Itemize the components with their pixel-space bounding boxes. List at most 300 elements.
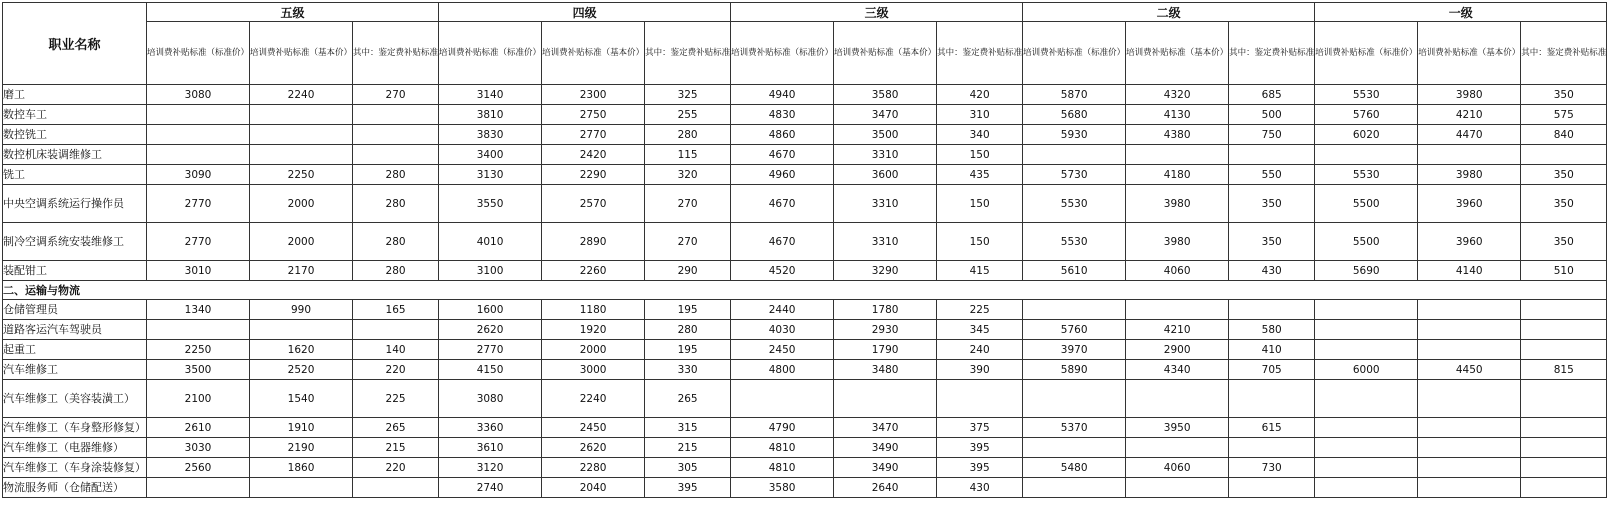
value-cell [353,145,439,165]
value-cell [1418,380,1521,418]
value-cell [1315,380,1418,418]
value-cell [1521,300,1607,320]
value-cell: 390 [937,360,1023,380]
value-cell [353,105,439,125]
value-cell: 3470 [834,105,937,125]
value-cell: 195 [645,340,731,360]
value-cell: 5530 [1023,185,1126,223]
value-cell: 2240 [250,85,353,105]
value-cell: 2770 [542,125,645,145]
value-cell: 3310 [834,145,937,165]
value-cell: 4670 [731,145,834,165]
value-cell [147,125,250,145]
value-cell: 3980 [1418,85,1521,105]
grade-header: 五级 [147,3,439,22]
value-cell: 3290 [834,261,937,281]
sub-header: 培训费补贴标准（基本价） [250,22,353,85]
subsidy-table [2,2,1607,498]
value-cell: 3000 [542,360,645,380]
value-cell: 415 [937,261,1023,281]
value-cell: 4960 [731,165,834,185]
value-cell [731,380,834,418]
occupation-name: 仓储管理员 [3,300,147,320]
value-cell: 5530 [1315,85,1418,105]
table-row [3,125,1607,145]
value-cell: 430 [937,478,1023,498]
value-cell: 990 [250,300,353,320]
value-cell: 2750 [542,105,645,125]
value-cell: 1860 [250,458,353,478]
value-cell: 2450 [731,340,834,360]
value-cell: 375 [937,418,1023,438]
value-cell: 2240 [542,380,645,418]
value-cell: 4450 [1418,360,1521,380]
value-cell: 3120 [439,458,542,478]
value-cell: 4670 [731,223,834,261]
value-cell: 220 [353,458,439,478]
sub-header: 其中：鉴定费补贴标准 [645,22,731,85]
value-cell [1126,300,1229,320]
grade-header: 一级 [1315,3,1607,22]
value-cell: 2560 [147,458,250,478]
value-cell: 350 [1521,223,1607,261]
value-cell [1229,478,1315,498]
value-cell: 500 [1229,105,1315,125]
value-cell: 280 [353,223,439,261]
value-cell [1521,418,1607,438]
value-cell: 3810 [439,105,542,125]
value-cell: 5610 [1023,261,1126,281]
value-cell: 240 [937,340,1023,360]
value-cell: 2620 [439,320,542,340]
value-cell: 5760 [1023,320,1126,340]
value-cell [250,105,353,125]
value-cell: 4380 [1126,125,1229,145]
value-cell [1315,320,1418,340]
value-cell: 2620 [542,438,645,458]
value-cell: 150 [937,185,1023,223]
value-cell: 5500 [1315,223,1418,261]
value-cell [1315,340,1418,360]
grade-header: 三级 [731,3,1023,22]
value-cell: 4010 [439,223,542,261]
value-cell: 4940 [731,85,834,105]
value-cell: 140 [353,340,439,360]
value-cell: 345 [937,320,1023,340]
value-cell: 3100 [439,261,542,281]
value-cell: 2420 [542,145,645,165]
occupation-name: 铣工 [3,165,147,185]
value-cell: 280 [353,165,439,185]
value-cell: 3580 [731,478,834,498]
value-cell: 3550 [439,185,542,223]
value-cell: 4790 [731,418,834,438]
value-cell: 580 [1229,320,1315,340]
sub-header: 培训费补贴标准（标准价） [147,22,250,85]
value-cell: 220 [353,360,439,380]
table-row [3,418,1607,438]
value-cell: 5730 [1023,165,1126,185]
value-cell: 280 [645,125,731,145]
value-cell: 4320 [1126,85,1229,105]
occupation-header: 职业名称 [3,3,147,85]
value-cell: 280 [353,261,439,281]
value-cell [1315,418,1418,438]
value-cell: 4210 [1126,320,1229,340]
value-cell: 3970 [1023,340,1126,360]
value-cell: 4030 [731,320,834,340]
value-cell: 2640 [834,478,937,498]
value-cell: 730 [1229,458,1315,478]
value-cell: 1790 [834,340,937,360]
sub-header: 培训费补贴标准（标准价） [1023,22,1126,85]
value-cell: 350 [1229,185,1315,223]
value-cell: 2890 [542,223,645,261]
value-cell: 2260 [542,261,645,281]
value-cell: 3090 [147,165,250,185]
value-cell [147,145,250,165]
table-row [3,165,1607,185]
value-cell [250,125,353,145]
table-row [3,185,1607,223]
value-cell: 435 [937,165,1023,185]
table-row [3,320,1607,340]
value-cell [1229,300,1315,320]
value-cell: 4060 [1126,458,1229,478]
value-cell: 3950 [1126,418,1229,438]
grade-header: 四级 [439,3,731,22]
value-cell [1023,478,1126,498]
occupation-name: 汽车维修工（车身涂装修复） [3,458,147,478]
value-cell: 395 [937,438,1023,458]
table-row [3,300,1607,320]
value-cell [1023,145,1126,165]
value-cell: 3830 [439,125,542,145]
value-cell: 4130 [1126,105,1229,125]
value-cell: 330 [645,360,731,380]
value-cell [1315,478,1418,498]
value-cell: 5500 [1315,185,1418,223]
occupation-name: 磨工 [3,85,147,105]
value-cell [1521,478,1607,498]
value-cell: 4470 [1418,125,1521,145]
occupation-name: 数控车工 [3,105,147,125]
value-cell: 685 [1229,85,1315,105]
value-cell: 2190 [250,438,353,458]
value-cell: 3490 [834,458,937,478]
value-cell [1023,380,1126,418]
value-cell: 395 [645,478,731,498]
value-cell [1418,300,1521,320]
value-cell [1229,438,1315,458]
value-cell: 4340 [1126,360,1229,380]
sub-header: 培训费补贴标准（标准价） [731,22,834,85]
occupation-name: 数控铣工 [3,125,147,145]
value-cell: 5530 [1023,223,1126,261]
value-cell [1418,478,1521,498]
value-cell: 4210 [1418,105,1521,125]
value-cell: 3310 [834,185,937,223]
occupation-name: 道路客运汽车驾驶员 [3,320,147,340]
value-cell: 350 [1521,165,1607,185]
value-cell: 2100 [147,380,250,418]
occupation-name: 起重工 [3,340,147,360]
value-cell: 325 [645,85,731,105]
value-cell: 3500 [147,360,250,380]
occupation-name: 装配钳工 [3,261,147,281]
value-cell: 5890 [1023,360,1126,380]
value-cell: 340 [937,125,1023,145]
value-cell: 1920 [542,320,645,340]
value-cell: 270 [645,185,731,223]
value-cell: 815 [1521,360,1607,380]
value-cell [1126,478,1229,498]
value-cell: 2610 [147,418,250,438]
value-cell: 550 [1229,165,1315,185]
value-cell: 1620 [250,340,353,360]
value-cell: 1540 [250,380,353,418]
grade-header: 二级 [1023,3,1315,22]
value-cell: 2450 [542,418,645,438]
sub-header: 其中：鉴定费补贴标准 [937,22,1023,85]
value-cell: 265 [645,380,731,418]
value-cell: 3310 [834,223,937,261]
table-row [3,478,1607,498]
value-cell [147,320,250,340]
value-cell: 4150 [439,360,542,380]
value-cell: 3030 [147,438,250,458]
value-cell: 2290 [542,165,645,185]
value-cell: 350 [1229,223,1315,261]
value-cell: 3010 [147,261,250,281]
table-row [3,105,1607,125]
value-cell [1023,438,1126,458]
value-cell: 2740 [439,478,542,498]
value-cell [1315,458,1418,478]
value-cell: 5530 [1315,165,1418,185]
value-cell [250,478,353,498]
value-cell: 1180 [542,300,645,320]
value-cell [1418,145,1521,165]
table-row [3,223,1607,261]
value-cell: 4830 [731,105,834,125]
value-cell: 5870 [1023,85,1126,105]
value-cell: 3960 [1418,185,1521,223]
value-cell: 225 [937,300,1023,320]
value-cell: 4140 [1418,261,1521,281]
value-cell [1126,145,1229,165]
value-cell: 4060 [1126,261,1229,281]
value-cell: 705 [1229,360,1315,380]
value-cell: 290 [645,261,731,281]
value-cell: 430 [1229,261,1315,281]
value-cell: 3080 [147,85,250,105]
value-cell: 1910 [250,418,353,438]
value-cell: 315 [645,418,731,438]
grade-header-row [3,3,1607,22]
occupation-name: 汽车维修工 [3,360,147,380]
sub-header: 培训费补贴标准（基本价） [1126,22,1229,85]
value-cell: 165 [353,300,439,320]
value-cell [1418,438,1521,458]
table-row [3,380,1607,418]
value-cell: 3980 [1126,185,1229,223]
value-cell: 1340 [147,300,250,320]
value-cell: 5480 [1023,458,1126,478]
value-cell [1315,300,1418,320]
value-cell: 3490 [834,438,937,458]
value-cell: 575 [1521,105,1607,125]
value-cell: 2520 [250,360,353,380]
value-cell: 350 [1521,185,1607,223]
value-cell: 3980 [1126,223,1229,261]
value-cell: 3360 [439,418,542,438]
value-cell: 2040 [542,478,645,498]
value-cell: 2770 [439,340,542,360]
value-cell: 3960 [1418,223,1521,261]
value-cell [1521,320,1607,340]
table-row [3,458,1607,478]
value-cell: 3980 [1418,165,1521,185]
value-cell: 1780 [834,300,937,320]
value-cell: 5930 [1023,125,1126,145]
value-cell [1521,380,1607,418]
value-cell: 5760 [1315,105,1418,125]
value-cell: 195 [645,300,731,320]
sub-header: 培训费补贴标准（基本价） [1418,22,1521,85]
table-row [3,261,1607,281]
sub-header-row [3,22,1607,85]
value-cell: 2570 [542,185,645,223]
occupation-name: 制冷空调系统安装维修工 [3,223,147,261]
value-cell: 3080 [439,380,542,418]
value-cell: 2930 [834,320,937,340]
value-cell: 5680 [1023,105,1126,125]
value-cell [1521,145,1607,165]
sub-header: 培训费补贴标准（标准价） [439,22,542,85]
value-cell [353,478,439,498]
table-row [3,438,1607,458]
value-cell: 2000 [250,185,353,223]
occupation-name: 汽车维修工（电器维修） [3,438,147,458]
value-cell: 2000 [250,223,353,261]
value-cell: 2900 [1126,340,1229,360]
value-cell: 4810 [731,438,834,458]
value-cell: 4180 [1126,165,1229,185]
value-cell: 2770 [147,223,250,261]
value-cell [1126,438,1229,458]
value-cell: 150 [937,145,1023,165]
value-cell: 215 [353,438,439,458]
value-cell [1315,145,1418,165]
table-row [3,145,1607,165]
value-cell: 225 [353,380,439,418]
value-cell [937,380,1023,418]
occupation-name: 中央空调系统运行操作员 [3,185,147,223]
value-cell: 2170 [250,261,353,281]
sub-header: 培训费补贴标准（标准价） [1315,22,1418,85]
value-cell: 510 [1521,261,1607,281]
value-cell: 2300 [542,85,645,105]
value-cell: 3580 [834,85,937,105]
value-cell: 3600 [834,165,937,185]
value-cell: 3500 [834,125,937,145]
value-cell [834,380,937,418]
value-cell: 5690 [1315,261,1418,281]
value-cell: 280 [645,320,731,340]
value-cell: 255 [645,105,731,125]
value-cell: 4520 [731,261,834,281]
value-cell: 2440 [731,300,834,320]
sub-header: 其中：鉴定费补贴标准 [1521,22,1607,85]
value-cell [1229,145,1315,165]
value-cell: 3140 [439,85,542,105]
sub-header: 培训费补贴标准（基本价） [542,22,645,85]
value-cell [1418,320,1521,340]
value-cell [1315,438,1418,458]
section-label: 二、运输与物流 [3,281,1607,300]
value-cell [353,125,439,145]
value-cell [1418,458,1521,478]
value-cell [147,478,250,498]
value-cell: 615 [1229,418,1315,438]
value-cell: 3130 [439,165,542,185]
value-cell: 2250 [147,340,250,360]
value-cell: 3480 [834,360,937,380]
value-cell: 265 [353,418,439,438]
value-cell: 1600 [439,300,542,320]
value-cell [1418,418,1521,438]
value-cell: 3400 [439,145,542,165]
occupation-name: 数控机床装调维修工 [3,145,147,165]
value-cell [1418,340,1521,360]
value-cell: 305 [645,458,731,478]
table-row [3,85,1607,105]
value-cell: 2770 [147,185,250,223]
value-cell: 4670 [731,185,834,223]
value-cell [1229,380,1315,418]
value-cell [250,145,353,165]
value-cell: 215 [645,438,731,458]
value-cell: 270 [645,223,731,261]
value-cell: 410 [1229,340,1315,360]
value-cell: 150 [937,223,1023,261]
value-cell: 420 [937,85,1023,105]
value-cell [1126,380,1229,418]
value-cell: 4800 [731,360,834,380]
sub-header: 其中：鉴定费补贴标准 [353,22,439,85]
value-cell [353,320,439,340]
value-cell [1521,340,1607,360]
table-row [3,360,1607,380]
sub-header: 其中：鉴定费补贴标准 [1229,22,1315,85]
value-cell: 350 [1521,85,1607,105]
section-row [3,281,1607,300]
value-cell [1023,300,1126,320]
value-cell: 4810 [731,458,834,478]
occupation-name: 汽车维修工（美容装潢工） [3,380,147,418]
value-cell: 6020 [1315,125,1418,145]
value-cell: 115 [645,145,731,165]
sub-header: 培训费补贴标准（基本价） [834,22,937,85]
value-cell: 3470 [834,418,937,438]
value-cell: 2250 [250,165,353,185]
value-cell: 4860 [731,125,834,145]
value-cell: 6000 [1315,360,1418,380]
value-cell: 5370 [1023,418,1126,438]
value-cell [147,105,250,125]
value-cell: 320 [645,165,731,185]
